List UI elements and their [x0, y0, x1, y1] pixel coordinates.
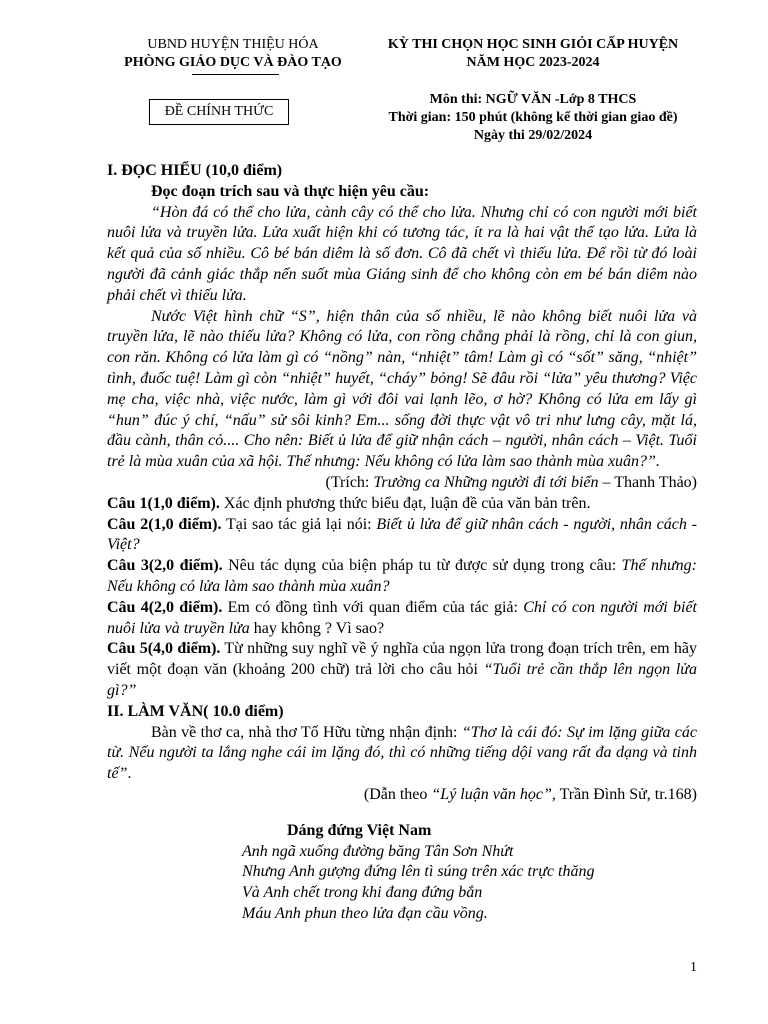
- passage-source: [107, 473, 697, 494]
- header-right: [368, 36, 698, 72]
- question-quote: Biết ủ lửa để giữ nhân cách - người, nhân cách - Việt?: [107, 515, 698, 554]
- citation-suffix: , Trần Đình Sử, tr.168): [551, 785, 697, 803]
- question-3: [107, 556, 697, 598]
- question-quote: Thế nhưng: Nếu không có lửa làm sao thành mùa xuân?: [107, 557, 697, 595]
- question-5: [107, 639, 697, 701]
- spacer: [107, 806, 697, 821]
- question-text: Xác định phương thức biểu đạt, luận đề của văn bản trên.: [219, 494, 591, 512]
- poem-line: Nhưng Anh gượng đứng lên tì súng trên xác trực thăng: [242, 863, 595, 881]
- exam-subject: Môn thi: NGỮ VĂN -Lớp 8 THCS: [429, 92, 637, 107]
- question-tail: hay không ? Vì sao?: [249, 619, 385, 637]
- official-label-box: ĐỀ CHÍNH THỨC: [149, 99, 289, 125]
- question-text: Từ những suy nghĩ về ý nghĩa của ngọn lửa trong đoạn trích trên, em hãy viết một đoạn văn (khoảng 200 chữ) trả lời cho câu hỏi: [107, 640, 697, 679]
- question-label: Câu 5(4,0 điểm).: [107, 640, 221, 658]
- header-left: [108, 36, 358, 72]
- poem-line: Máu Anh phun theo lửa đạn cầu vồng.: [242, 904, 488, 922]
- header-divider: [192, 74, 279, 75]
- poem-line: Và Anh chết trong khi đang đứng bắn: [242, 884, 483, 902]
- page-number: 1: [690, 960, 697, 975]
- passage-paragraph-1: “Hòn đá có thể cho lửa, cành cây có thể cho lửa. Nhưng chỉ có con người mới biết nuôi lửa và truyền lửa. Lửa xuất hiện khi có tương tác, ít ra là hai vật thể tạo lửa. Lửa là kết quả của số nhiều. Cô bé bán diêm là số đơn. Cô đã chết vì thiếu lửa. Để rồi từ đó loài người đã cảnh giác thắp nến suốt mùa Giáng sinh để cho không còn em bé bán diêm nào phải chết vì thiếu lửa.: [107, 203, 697, 304]
- prompt-quote: “Thơ là cái đó: Sự im lặng giữa các từ. Nếu người ta lắng nghe cái im lặng đó, thì có những tiếng dội vang rất đa dạng và tinh tế”: [107, 723, 698, 783]
- prompt-intro: Bàn về thơ ca, nhà thơ Tố Hữu từng nhận định:: [151, 723, 462, 741]
- question-text: Em có đồng tình với quan điểm của tác giả:: [222, 598, 524, 616]
- question-label: Câu 1(1,0 điểm).: [107, 494, 220, 512]
- org-name: UBND HUYỆN THIỆU HÓA: [147, 37, 319, 52]
- question-label: Câu 2(1,0 điểm).: [107, 515, 222, 533]
- question-quote: “Tuổi trẻ cần thắp lên ngọn lửa gì?”: [107, 661, 697, 699]
- part1-instruction: Đọc đoạn trích sau và thực hiện yêu cầu:: [151, 182, 430, 200]
- source-prefix: (Trích:: [325, 473, 374, 491]
- prompt-quote-end: .: [127, 765, 132, 783]
- question-label: Câu 3(2,0 điểm).: [107, 557, 223, 575]
- school-year: NĂM HỌC 2023-2024: [466, 55, 600, 70]
- part2-prompt: [107, 723, 697, 785]
- part2-heading: II. LÀM VĂN( 10.0 điểm): [107, 702, 284, 720]
- poem-title: Dáng đứng Việt Nam: [287, 821, 432, 839]
- question-text: Tại sao tác giả lại nói:: [221, 515, 377, 533]
- question-1: [107, 494, 697, 515]
- exam-info: [368, 91, 698, 145]
- citation-title: “Lý luận văn học”: [431, 785, 552, 803]
- exam-content: [107, 161, 697, 925]
- passage-paragraph-2: Nước Việt hình chữ “S”, hiện thân của số nhiều, lẽ nào không biết nuôi lửa và truyền lửa, lẽ nào thiếu lửa? Không có lửa, con rồng chẳng phải là rồng, chỉ là con giun, con răn. Không có lửa làm gì có “nồng” nàn, “nhiệt” tâm! Làm gì có “sốt” săng, “nhiệt” tình, đuốc tuệ! Làm gì còn “nhiệt” huyết, “cháy” bỏng! Sẽ đâu rồi “lửa” yêu thương? Việc mẹ cha, việc nhà, việc nước, làm gì với đôi vai lạnh lẽo, ơ hờ? Không có lửa em lấy gì “hun” đúc ý chí, “nấu” sử sôi kinh? Em... sống đời thực vật vô tri như lưng cây, mặt lá, đầu cành, thân cỏ.... Cho nên: Biết ủ lửa để giữ nhận cách – người, nhân cách – Việt. Tuổi trẻ là mùa xuân của xã hội. Thế nhưng: Nếu không có lửa làm sao thành mùa xuân?”.: [107, 307, 697, 471]
- source-author: – Thanh Thảo): [598, 473, 697, 491]
- source-title: Trường ca Những người đi tới biển: [373, 473, 599, 491]
- exam-title: KỲ THI CHỌN HỌC SINH GIỎI CẤP HUYỆN: [387, 37, 679, 52]
- question-4: [107, 598, 697, 640]
- part2-citation: [107, 785, 697, 806]
- question-2: [107, 515, 697, 557]
- question-label: Câu 4(2,0 điểm).: [107, 598, 223, 616]
- part1-heading: I. ĐỌC HIỂU (10,0 điểm): [107, 162, 283, 179]
- poem-line: Anh ngã xuống đường băng Tân Sơn Nhứt: [242, 842, 514, 860]
- department-name: PHÒNG GIÁO DỤC VÀ ĐÀO TẠO: [124, 55, 342, 70]
- citation-prefix: (Dẫn theo: [363, 785, 432, 803]
- exam-date: Ngày thi 29/02/2024: [473, 128, 593, 143]
- question-quote: Chỉ có con người mới biết nuôi lửa và truyền lửa: [107, 598, 697, 637]
- question-text: Nêu tác dụng của biện pháp tu từ được sử dụng trong câu:: [222, 557, 622, 575]
- exam-duration: Thời gian: 150 phút (không kể thời gian giao đề): [388, 110, 678, 125]
